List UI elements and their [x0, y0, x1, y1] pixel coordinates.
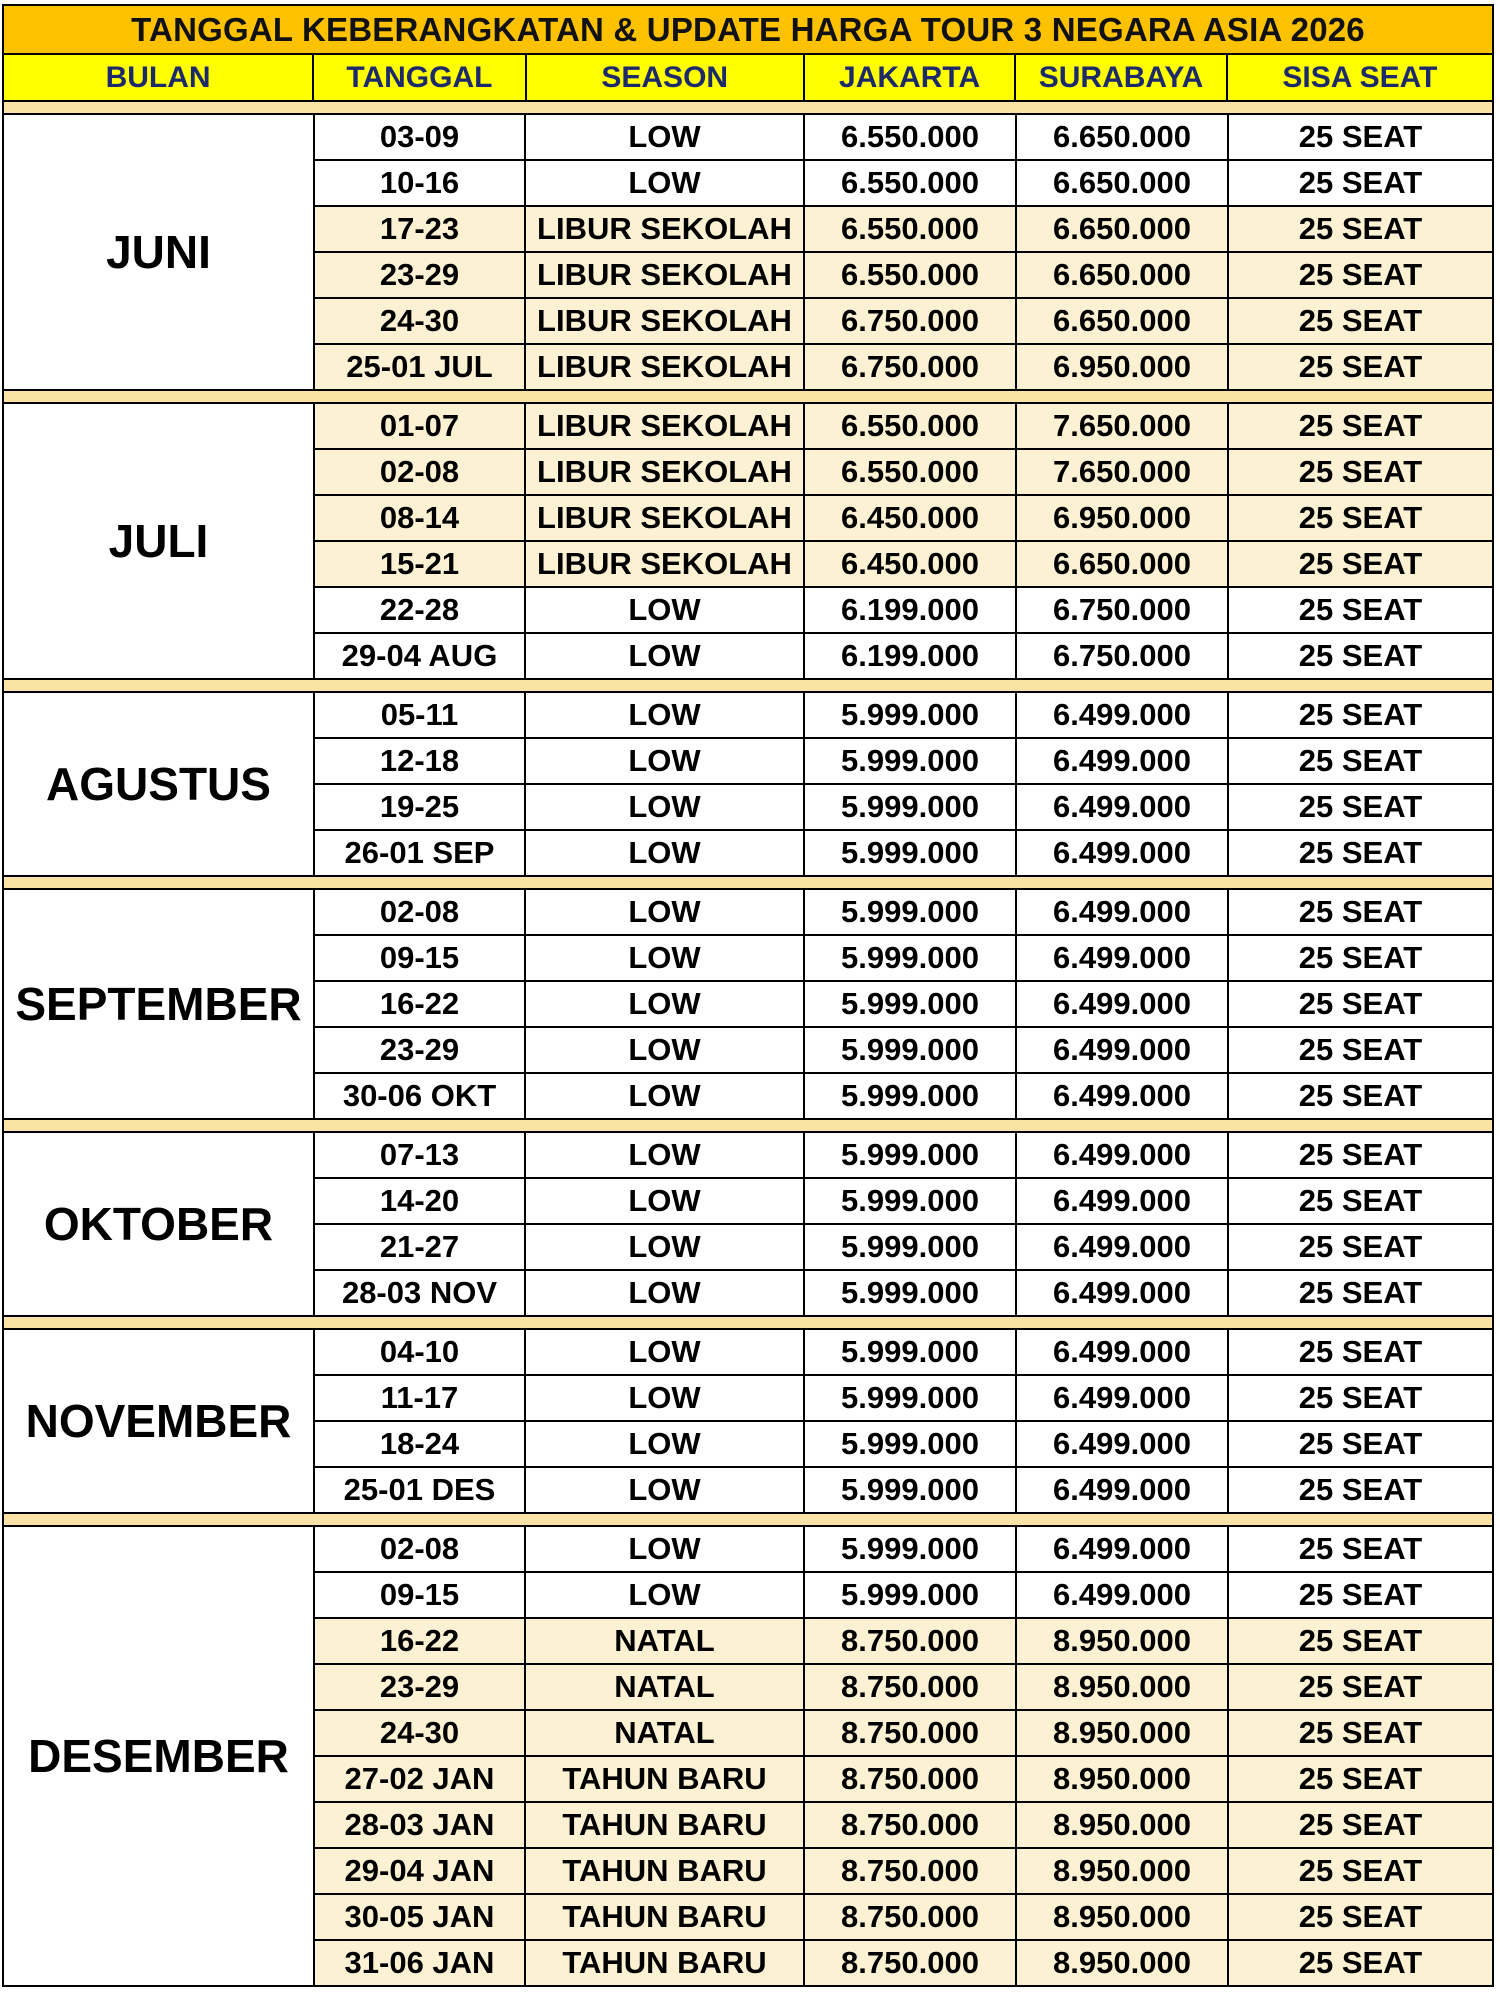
table-row	[315, 982, 1492, 1028]
table-row	[315, 207, 1492, 253]
sisa-seat-cell: 25 SEAT	[1298, 1229, 1423, 1264]
season-cell: LOW	[526, 739, 805, 783]
table-row	[315, 1074, 1492, 1120]
surabaya-price-cell: 6.499.000	[1017, 1330, 1229, 1374]
jakarta-price-cell: 5.999.000	[805, 1376, 1017, 1420]
surabaya-price-cell: 6.499.000	[1017, 693, 1229, 737]
jakarta-price-cell: 5.999.000	[805, 1330, 1017, 1374]
month-separator	[2, 1514, 1494, 1527]
tanggal-cell: 25-01 DES	[315, 1468, 526, 1512]
table-row	[315, 785, 1492, 831]
tanggal-cell: 23-29	[315, 1028, 526, 1072]
tanggal-cell: 29-04 JAN	[315, 1849, 526, 1893]
season-cell: LIBUR SEKOLAH	[526, 404, 805, 448]
sisa-seat-cell: 25 SEAT	[1298, 835, 1423, 870]
surabaya-price-cell: 8.950.000	[1017, 1803, 1229, 1847]
surabaya-price-cell: 6.650.000	[1017, 253, 1229, 297]
jakarta-price-cell: 6.199.000	[805, 634, 1017, 678]
month-separator	[2, 1317, 1494, 1330]
tanggal-cell: 31-06 JAN	[315, 1941, 526, 1985]
tanggal-cell: 12-18	[315, 739, 526, 783]
surabaya-price-cell: 6.499.000	[1017, 831, 1229, 875]
sisa-seat-cell: 25 SEAT	[1298, 303, 1423, 338]
season-cell: LOW	[526, 1330, 805, 1374]
sisa-seat-cell: 25 SEAT	[1298, 638, 1423, 673]
table-row	[315, 1757, 1492, 1803]
jakarta-price-cell: 6.750.000	[805, 345, 1017, 389]
tanggal-cell: 27-02 JAN	[315, 1757, 526, 1801]
season-cell: TAHUN BARU	[526, 1941, 805, 1985]
jakarta-price-cell: 6.450.000	[805, 496, 1017, 540]
sisa-seat-cell: 25 SEAT	[1298, 119, 1423, 154]
sisa-seat-cell: 25 SEAT	[1298, 349, 1423, 384]
season-cell: NATAL	[526, 1619, 805, 1663]
surabaya-price-cell: 7.650.000	[1017, 404, 1229, 448]
tanggal-cell: 28-03 NOV	[315, 1271, 526, 1315]
table-row	[315, 1619, 1492, 1665]
header-sisa-seat: SISA SEAT	[1282, 60, 1438, 94]
season-cell: LOW	[526, 1225, 805, 1269]
tanggal-cell: 16-22	[315, 1619, 526, 1663]
surabaya-price-cell: 6.499.000	[1017, 1527, 1229, 1571]
surabaya-price-cell: 6.750.000	[1017, 588, 1229, 632]
month-separator	[2, 877, 1494, 890]
season-cell: LOW	[526, 936, 805, 980]
table-row	[315, 1849, 1492, 1895]
season-cell: TAHUN BARU	[526, 1757, 805, 1801]
table-row	[315, 1941, 1492, 1987]
sisa-seat-cell: 25 SEAT	[1298, 1853, 1423, 1888]
surabaya-price-cell: 8.950.000	[1017, 1941, 1229, 1985]
tanggal-cell: 01-07	[315, 404, 526, 448]
table-row	[315, 1665, 1492, 1711]
tanggal-cell: 26-01 SEP	[315, 831, 526, 875]
table-row	[315, 299, 1492, 345]
surabaya-price-cell: 6.499.000	[1017, 1468, 1229, 1512]
surabaya-price-cell: 6.650.000	[1017, 299, 1229, 343]
table-header	[2, 55, 1494, 102]
sisa-seat-cell: 25 SEAT	[1298, 1275, 1423, 1310]
season-cell: LOW	[526, 890, 805, 934]
season-cell: LOW	[526, 1179, 805, 1223]
surabaya-price-cell: 6.750.000	[1017, 634, 1229, 678]
tanggal-cell: 09-15	[315, 936, 526, 980]
sisa-seat-cell: 25 SEAT	[1298, 1334, 1423, 1369]
season-cell: LOW	[526, 1074, 805, 1118]
jakarta-price-cell: 5.999.000	[805, 1133, 1017, 1177]
jakarta-price-cell: 8.750.000	[805, 1941, 1017, 1985]
sisa-seat-cell: 25 SEAT	[1298, 986, 1423, 1021]
table-row	[315, 739, 1492, 785]
tanggal-cell: 05-11	[315, 693, 526, 737]
tanggal-cell: 08-14	[315, 496, 526, 540]
table-row	[315, 1422, 1492, 1468]
table-row	[315, 634, 1492, 680]
month-separator	[2, 1120, 1494, 1133]
season-cell: LIBUR SEKOLAH	[526, 345, 805, 389]
tanggal-cell: 24-30	[315, 299, 526, 343]
sisa-seat-cell: 25 SEAT	[1298, 1945, 1423, 1980]
jakarta-price-cell: 6.450.000	[805, 542, 1017, 586]
month-groups	[2, 102, 1494, 1987]
season-cell: LOW	[526, 1468, 805, 1512]
header-jakarta: JAKARTA	[805, 55, 1016, 100]
tanggal-cell: 29-04 AUG	[315, 634, 526, 678]
table-row	[315, 542, 1492, 588]
jakarta-price-cell: 8.750.000	[805, 1803, 1017, 1847]
table-row	[315, 588, 1492, 634]
sisa-seat-cell: 25 SEAT	[1298, 1137, 1423, 1172]
jakarta-price-cell: 5.999.000	[805, 1271, 1017, 1315]
month-separator	[2, 102, 1494, 115]
jakarta-price-cell: 5.999.000	[805, 1074, 1017, 1118]
tanggal-cell: 23-29	[315, 253, 526, 297]
month-separator	[2, 680, 1494, 693]
table-row	[315, 161, 1492, 207]
month-group-november	[2, 1330, 1494, 1514]
surabaya-price-cell: 6.499.000	[1017, 785, 1229, 829]
sisa-seat-cell: 25 SEAT	[1298, 1531, 1423, 1566]
surabaya-price-cell: 6.950.000	[1017, 496, 1229, 540]
surabaya-price-cell: 8.950.000	[1017, 1619, 1229, 1663]
jakarta-price-cell: 5.999.000	[805, 936, 1017, 980]
header-bulan: BULAN	[4, 55, 314, 100]
surabaya-price-cell: 8.950.000	[1017, 1665, 1229, 1709]
table-row	[315, 1573, 1492, 1619]
table-row	[315, 345, 1492, 391]
surabaya-price-cell: 8.950.000	[1017, 1757, 1229, 1801]
table-row	[315, 1028, 1492, 1074]
sisa-seat-cell: 25 SEAT	[1298, 211, 1423, 246]
surabaya-price-cell: 6.650.000	[1017, 161, 1229, 205]
surabaya-price-cell: 6.499.000	[1017, 1376, 1229, 1420]
table-row	[315, 1711, 1492, 1757]
jakarta-price-cell: 6.550.000	[805, 404, 1017, 448]
header-season: SEASON	[527, 55, 805, 100]
month-group-juli	[2, 404, 1494, 680]
jakarta-price-cell: 5.999.000	[805, 1573, 1017, 1617]
surabaya-price-cell: 6.950.000	[1017, 345, 1229, 389]
season-cell: TAHUN BARU	[526, 1849, 805, 1893]
season-cell: LOW	[526, 1422, 805, 1466]
table-row	[315, 1133, 1492, 1179]
season-cell: LIBUR SEKOLAH	[526, 496, 805, 540]
surabaya-price-cell: 6.499.000	[1017, 739, 1229, 783]
season-cell: LIBUR SEKOLAH	[526, 299, 805, 343]
header-tanggal: TANGGAL	[314, 55, 526, 100]
jakarta-price-cell: 8.750.000	[805, 1665, 1017, 1709]
surabaya-price-cell: 6.499.000	[1017, 1271, 1229, 1315]
sisa-seat-cell: 25 SEAT	[1298, 1380, 1423, 1415]
table-row	[315, 450, 1492, 496]
month-group-agustus	[2, 693, 1494, 877]
jakarta-price-cell: 5.999.000	[805, 1225, 1017, 1269]
season-cell: LIBUR SEKOLAH	[526, 253, 805, 297]
surabaya-price-cell: 6.499.000	[1017, 982, 1229, 1026]
jakarta-price-cell: 6.550.000	[805, 450, 1017, 494]
surabaya-price-cell: 6.650.000	[1017, 115, 1229, 159]
sisa-seat-cell: 25 SEAT	[1298, 1715, 1423, 1750]
sisa-seat-cell: 25 SEAT	[1298, 789, 1423, 824]
sisa-seat-cell: 25 SEAT	[1298, 1577, 1423, 1612]
tanggal-cell: 17-23	[315, 207, 526, 251]
month-group-oktober	[2, 1133, 1494, 1317]
jakarta-price-cell: 5.999.000	[805, 1527, 1017, 1571]
season-cell: LOW	[526, 785, 805, 829]
season-cell: LOW	[526, 115, 805, 159]
table-row	[315, 1330, 1492, 1376]
month-rows	[315, 404, 1492, 680]
sisa-seat-cell: 25 SEAT	[1298, 1761, 1423, 1796]
jakarta-price-cell: 6.550.000	[805, 115, 1017, 159]
season-cell: LOW	[526, 982, 805, 1026]
tanggal-cell: 02-08	[315, 450, 526, 494]
tanggal-cell: 30-05 JAN	[315, 1895, 526, 1939]
sisa-seat-cell: 25 SEAT	[1298, 592, 1423, 627]
month-label: OKTOBER	[4, 1133, 315, 1317]
month-label: JULI	[4, 404, 315, 680]
month-label: JUNI	[4, 115, 315, 391]
table-row	[315, 1468, 1492, 1514]
surabaya-price-cell: 6.650.000	[1017, 542, 1229, 586]
tanggal-cell: 24-30	[315, 1711, 526, 1755]
sisa-seat-cell: 25 SEAT	[1298, 546, 1423, 581]
tanggal-cell: 21-27	[315, 1225, 526, 1269]
sisa-seat-cell: 25 SEAT	[1298, 1078, 1423, 1113]
season-cell: TAHUN BARU	[526, 1895, 805, 1939]
jakarta-price-cell: 5.999.000	[805, 890, 1017, 934]
jakarta-price-cell: 8.750.000	[805, 1895, 1017, 1939]
month-rows	[315, 1330, 1492, 1514]
sisa-seat-cell: 25 SEAT	[1298, 743, 1423, 778]
tanggal-cell: 18-24	[315, 1422, 526, 1466]
surabaya-price-cell: 8.950.000	[1017, 1849, 1229, 1893]
page-title: TANGGAL KEBERANGKATAN & UPDATE HARGA TOUR 3 NEGARA ASIA 2026	[2, 4, 1494, 55]
jakarta-price-cell: 6.199.000	[805, 588, 1017, 632]
season-cell: LOW	[526, 831, 805, 875]
table-row	[315, 1376, 1492, 1422]
season-cell: LOW	[526, 161, 805, 205]
season-cell: LOW	[526, 1133, 805, 1177]
month-rows	[315, 1133, 1492, 1317]
sisa-seat-cell: 25 SEAT	[1298, 1669, 1423, 1704]
tanggal-cell: 02-08	[315, 1527, 526, 1571]
table-row	[315, 1895, 1492, 1941]
jakarta-price-cell: 6.550.000	[805, 253, 1017, 297]
season-cell: LOW	[526, 693, 805, 737]
tanggal-cell: 09-15	[315, 1573, 526, 1617]
tanggal-cell: 23-29	[315, 1665, 526, 1709]
month-rows	[315, 890, 1492, 1120]
sisa-seat-cell: 25 SEAT	[1298, 894, 1423, 929]
table-row	[315, 404, 1492, 450]
sisa-seat-cell: 25 SEAT	[1298, 697, 1423, 732]
jakarta-price-cell: 5.999.000	[805, 1179, 1017, 1223]
surabaya-price-cell: 6.499.000	[1017, 1573, 1229, 1617]
month-rows	[315, 693, 1492, 877]
jakarta-price-cell: 5.999.000	[805, 693, 1017, 737]
jakarta-price-cell: 8.750.000	[805, 1849, 1017, 1893]
table-row	[315, 253, 1492, 299]
tanggal-cell: 07-13	[315, 1133, 526, 1177]
tanggal-cell: 04-10	[315, 1330, 526, 1374]
season-cell: NATAL	[526, 1665, 805, 1709]
surabaya-price-cell: 6.499.000	[1017, 936, 1229, 980]
tanggal-cell: 25-01 JUL	[315, 345, 526, 389]
tanggal-cell: 11-17	[315, 1376, 526, 1420]
tanggal-cell: 15-21	[315, 542, 526, 586]
table-row	[315, 1271, 1492, 1317]
season-cell: LIBUR SEKOLAH	[526, 542, 805, 586]
surabaya-price-cell: 8.950.000	[1017, 1895, 1229, 1939]
surabaya-price-cell: 6.499.000	[1017, 1422, 1229, 1466]
month-label: AGUSTUS	[4, 693, 315, 877]
jakarta-price-cell: 6.550.000	[805, 207, 1017, 251]
table-row	[315, 831, 1492, 877]
sisa-seat-cell: 25 SEAT	[1298, 1899, 1423, 1934]
season-cell: LOW	[526, 1527, 805, 1571]
tanggal-cell: 14-20	[315, 1179, 526, 1223]
tanggal-cell: 28-03 JAN	[315, 1803, 526, 1847]
jakarta-price-cell: 5.999.000	[805, 739, 1017, 783]
surabaya-price-cell: 6.499.000	[1017, 1028, 1229, 1072]
season-cell: LOW	[526, 1573, 805, 1617]
table-row	[315, 496, 1492, 542]
tanggal-cell: 10-16	[315, 161, 526, 205]
tanggal-cell: 30-06 OKT	[315, 1074, 526, 1118]
surabaya-price-cell: 7.650.000	[1017, 450, 1229, 494]
month-label: DESEMBER	[4, 1527, 315, 1987]
season-cell: LOW	[526, 1028, 805, 1072]
tanggal-cell: 02-08	[315, 890, 526, 934]
jakarta-price-cell: 8.750.000	[805, 1757, 1017, 1801]
surabaya-price-cell: 6.499.000	[1017, 1133, 1229, 1177]
month-label: SEPTEMBER	[4, 890, 315, 1120]
season-cell: LOW	[526, 588, 805, 632]
surabaya-price-cell: 6.499.000	[1017, 1179, 1229, 1223]
jakarta-price-cell: 8.750.000	[805, 1619, 1017, 1663]
season-cell: LOW	[526, 634, 805, 678]
jakarta-price-cell: 8.750.000	[805, 1711, 1017, 1755]
table-row	[315, 1803, 1492, 1849]
sisa-seat-cell: 25 SEAT	[1298, 940, 1423, 975]
surabaya-price-cell: 6.499.000	[1017, 1074, 1229, 1118]
jakarta-price-cell: 5.999.000	[805, 1422, 1017, 1466]
table-row	[315, 693, 1492, 739]
table-row	[315, 1179, 1492, 1225]
month-rows	[315, 1527, 1492, 1987]
month-group-juni	[2, 115, 1494, 391]
table-row	[315, 890, 1492, 936]
sisa-seat-cell: 25 SEAT	[1298, 1623, 1423, 1658]
jakarta-price-cell: 5.999.000	[805, 831, 1017, 875]
month-rows	[315, 115, 1492, 391]
tanggal-cell: 22-28	[315, 588, 526, 632]
table-row	[315, 115, 1492, 161]
surabaya-price-cell: 6.499.000	[1017, 890, 1229, 934]
tanggal-cell: 16-22	[315, 982, 526, 1026]
sisa-seat-cell: 25 SEAT	[1298, 1807, 1423, 1842]
jakarta-price-cell: 5.999.000	[805, 1468, 1017, 1512]
month-group-desember	[2, 1527, 1494, 1987]
table-row	[315, 1527, 1492, 1573]
jakarta-price-cell: 6.750.000	[805, 299, 1017, 343]
season-cell: LOW	[526, 1376, 805, 1420]
surabaya-price-cell: 8.950.000	[1017, 1711, 1229, 1755]
sisa-seat-cell: 25 SEAT	[1298, 1183, 1423, 1218]
sisa-seat-cell: 25 SEAT	[1298, 257, 1423, 292]
season-cell: LIBUR SEKOLAH	[526, 207, 805, 251]
month-label: NOVEMBER	[4, 1330, 315, 1514]
jakarta-price-cell: 5.999.000	[805, 785, 1017, 829]
table-row	[315, 1225, 1492, 1271]
month-separator	[2, 391, 1494, 404]
sisa-seat-cell: 25 SEAT	[1298, 165, 1423, 200]
season-cell: TAHUN BARU	[526, 1803, 805, 1847]
sisa-seat-cell: 25 SEAT	[1298, 1426, 1423, 1461]
surabaya-price-cell: 6.499.000	[1017, 1225, 1229, 1269]
tanggal-cell: 19-25	[315, 785, 526, 829]
month-group-september	[2, 890, 1494, 1120]
surabaya-price-cell: 6.650.000	[1017, 207, 1229, 251]
season-cell: LOW	[526, 1271, 805, 1315]
header-surabaya: SURABAYA	[1016, 55, 1227, 100]
jakarta-price-cell: 5.999.000	[805, 982, 1017, 1026]
sisa-seat-cell: 25 SEAT	[1298, 500, 1423, 535]
table-row	[315, 936, 1492, 982]
sisa-seat-cell: 25 SEAT	[1298, 1472, 1423, 1507]
tanggal-cell: 03-09	[315, 115, 526, 159]
sisa-seat-cell: 25 SEAT	[1298, 454, 1423, 489]
sisa-seat-cell: 25 SEAT	[1298, 408, 1423, 443]
season-cell: NATAL	[526, 1711, 805, 1755]
jakarta-price-cell: 5.999.000	[805, 1028, 1017, 1072]
season-cell: LIBUR SEKOLAH	[526, 450, 805, 494]
jakarta-price-cell: 6.550.000	[805, 161, 1017, 205]
sisa-seat-cell: 25 SEAT	[1298, 1032, 1423, 1067]
